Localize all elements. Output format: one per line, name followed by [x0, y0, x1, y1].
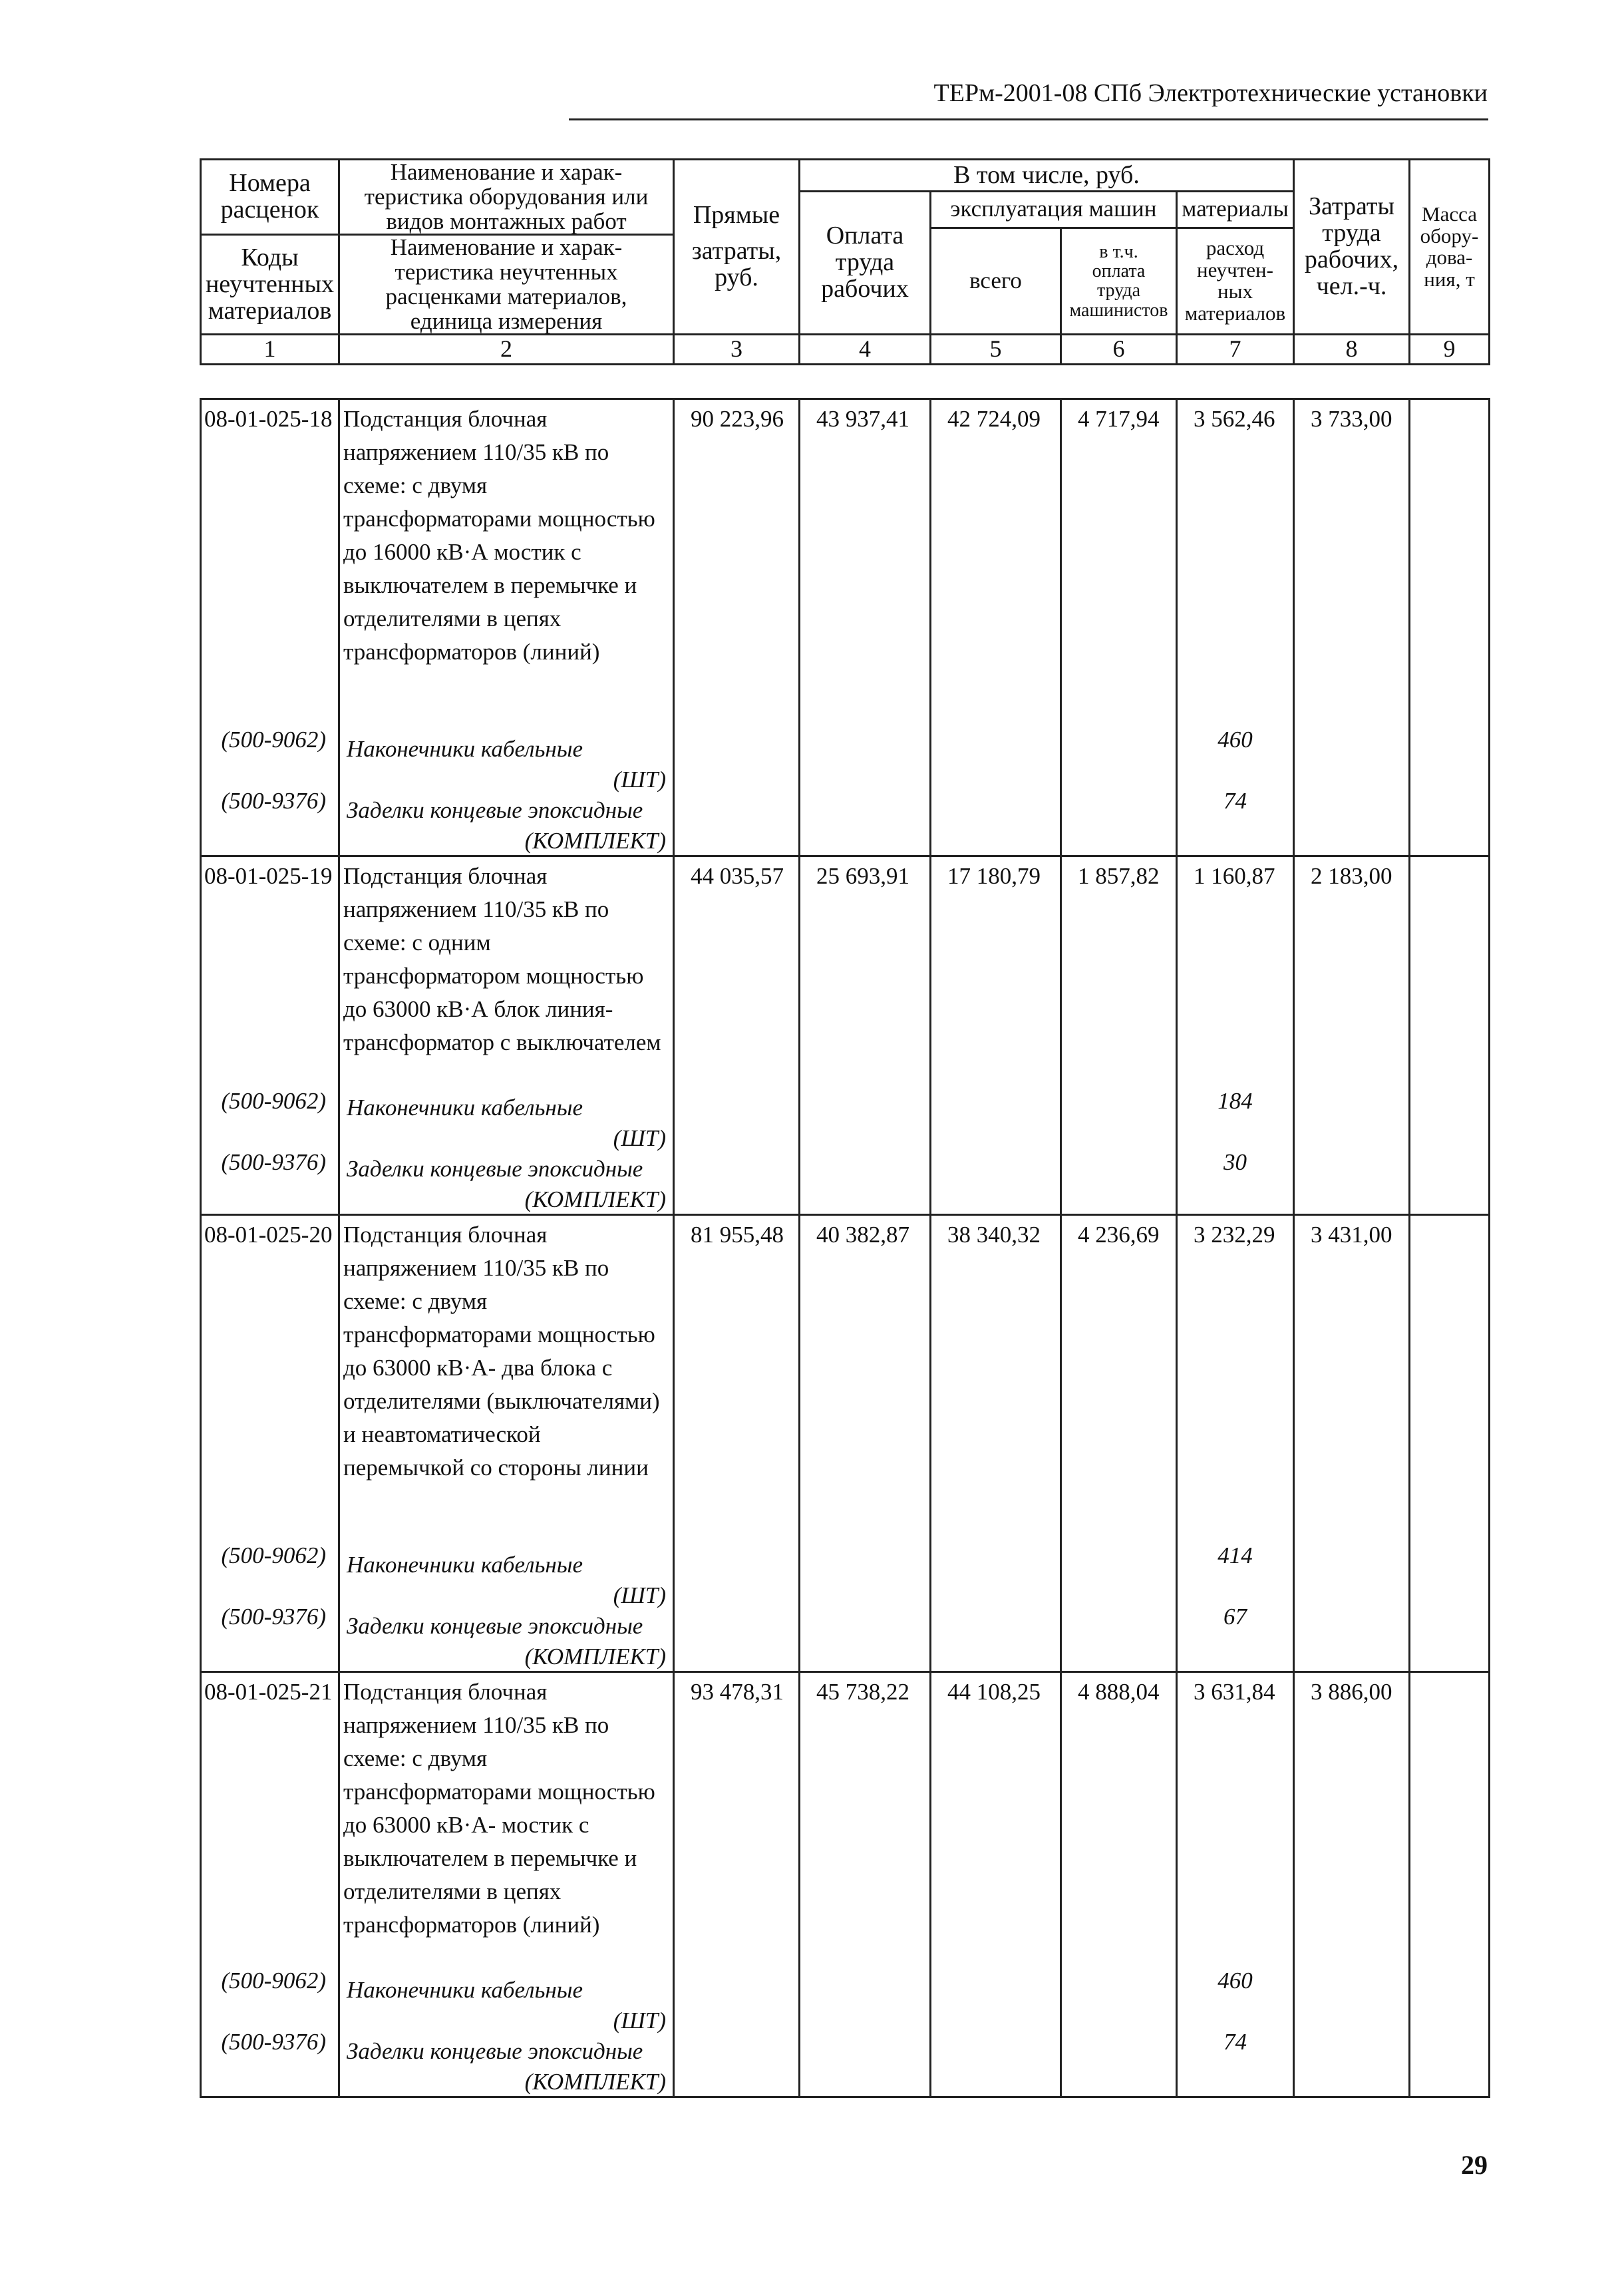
materials-cost-cell: [1177, 1672, 1294, 2097]
machines-cost: 38 340,32: [947, 1222, 1041, 1248]
operators-cost: 4 717,94: [1078, 406, 1160, 432]
labor-cost-cell: [800, 856, 931, 1215]
rate-name-line: напряжением 110/35 кВ по: [343, 1712, 609, 1738]
operators-cost-cell: [1061, 399, 1177, 856]
col2-top-header: Наименование и харак- теристика оборудования или видов монтажных работ: [339, 160, 674, 235]
rate-name-line: напряжением 110/35 кВ по: [343, 439, 609, 465]
including-header: В том числе, руб.: [800, 160, 1294, 192]
rate-name-line: и неавтоматической: [343, 1421, 541, 1447]
rate-name-line: до 63000 кВ·А- мостик с: [343, 1812, 589, 1838]
material-unit: (КОМПЛЕКТ): [524, 1644, 666, 1670]
material-quantity: 414: [1218, 1542, 1253, 1568]
rate-code: 08-01-025-19: [204, 863, 333, 889]
materials-cost-cell: [1177, 399, 1294, 856]
col-number: 1: [201, 335, 339, 365]
rate-name-line: схеме: с одним: [343, 930, 491, 956]
rate-name-line: перемычкой со стороны линии: [343, 1455, 649, 1481]
materials-cost: 3 631,84: [1194, 1679, 1275, 1705]
materials-header: материалы: [1177, 192, 1294, 228]
table-row: [201, 1215, 1490, 1672]
table-row: [201, 399, 1490, 856]
rate-code-cell: [201, 399, 339, 856]
rate-code: 08-01-025-21: [204, 1679, 333, 1705]
labor-cost: 40 382,87: [816, 1222, 909, 1248]
rate-name-line: трансформаторами мощностью: [343, 506, 655, 532]
rate-code-cell: [201, 856, 339, 1215]
materials-cost: 1 160,87: [1194, 863, 1275, 889]
equipment-mass-cell: [1410, 1215, 1490, 1672]
labor-cost-cell: [800, 1672, 931, 2097]
operators-cost-cell: [1061, 1672, 1177, 2097]
material-unit: (КОМПЛЕКТ): [524, 2069, 666, 2095]
materials-cost: 3 232,29: [1194, 1222, 1275, 1248]
material-name: Наконечники кабельные: [347, 736, 583, 762]
labor-hours: 3 886,00: [1311, 1679, 1392, 1705]
operators-cost: 4 236,69: [1078, 1222, 1160, 1248]
material-name: Наконечники кабельные: [347, 1095, 583, 1121]
machines-cost-cell: [931, 856, 1061, 1215]
material-name: Наконечники кабельные: [347, 1552, 583, 1578]
material-code: (500-9376): [221, 788, 326, 814]
rate-name-line: трансформатор с выключателем: [343, 1029, 661, 1055]
material-code: (500-9062): [221, 1542, 326, 1568]
col6-header: в т.ч. оплата труда машинистов: [1061, 228, 1177, 335]
direct-costs: 93 478,31: [691, 1679, 784, 1705]
machines-cost: 44 108,25: [947, 1679, 1041, 1705]
rate-name-line: до 63000 кВ·А- два блока с: [343, 1355, 613, 1381]
material-unit: (КОМПЛЕКТ): [524, 1186, 666, 1212]
material-code: (500-9376): [221, 1604, 326, 1630]
rate-name-line: выключателем в перемычке и: [343, 1845, 637, 1871]
material-code: (500-9062): [221, 727, 326, 753]
materials-cost-cell: [1177, 1215, 1294, 1672]
rate-name-line: отделителями в цепях: [343, 606, 562, 631]
table-row: [201, 1672, 1490, 2097]
rate-code: 08-01-025-18: [204, 406, 333, 432]
col-number: 9: [1410, 335, 1490, 365]
material-quantity: 74: [1223, 2029, 1247, 2055]
rate-name-line: трансформаторами мощностью: [343, 1779, 655, 1805]
labor-cost: 25 693,91: [816, 863, 909, 889]
direct-costs: 90 223,96: [691, 406, 784, 432]
labor-hours-cell: [1294, 1672, 1410, 2097]
operators-cost-cell: [1061, 856, 1177, 1215]
col-number: 3: [674, 335, 800, 365]
machines-cost: 17 180,79: [947, 863, 1041, 889]
rate-name-line: до 63000 кВ·А блок линия-: [343, 996, 613, 1022]
rate-code-cell: [201, 1215, 339, 1672]
material-code: (500-9062): [221, 1968, 326, 1994]
material-unit: (ШТ): [613, 767, 666, 792]
rate-name-line: схеме: с двумя: [343, 472, 488, 498]
labor-cost-cell: [800, 1215, 931, 1672]
rate-name-line: Подстанция блочная: [343, 1222, 548, 1248]
rate-name-cell: [339, 399, 674, 856]
operators-cost: 1 857,82: [1078, 863, 1160, 889]
machines-cost-cell: [931, 399, 1061, 856]
rate-name-line: напряжением 110/35 кВ по: [343, 896, 609, 922]
material-unit: (ШТ): [613, 1125, 666, 1151]
rate-name-line: напряжением 110/35 кВ по: [343, 1255, 609, 1281]
materials-cost: 3 562,46: [1194, 406, 1275, 432]
page-header-title: ТЕРм-2001-08 СПб Электротехнические установки: [933, 79, 1488, 107]
labor-hours-cell: [1294, 399, 1410, 856]
labor-hours-cell: [1294, 1215, 1410, 1672]
material-name: Заделки концевые эпоксидные: [347, 1156, 643, 1182]
material-quantity: 460: [1218, 727, 1253, 753]
table-row: [201, 856, 1490, 1215]
labor-cost-cell: [800, 399, 931, 856]
labor-hours-cell: [1294, 856, 1410, 1215]
rate-name-line: трансформаторов (линий): [343, 1912, 600, 1938]
rate-code: 08-01-025-20: [204, 1222, 333, 1248]
rate-code-cell: [201, 1672, 339, 2097]
material-quantity: 67: [1223, 1604, 1247, 1630]
col2-bottom-header: Наименование и харак- теристика неучтенных расценками материалов, единица измерения: [339, 235, 674, 335]
labor-hours: 3 733,00: [1311, 406, 1392, 432]
rate-name-line: трансформатором мощностью: [343, 963, 644, 989]
rate-name-line: до 16000 кВ·А мостик с: [343, 539, 581, 565]
material-quantity: 184: [1218, 1088, 1253, 1114]
rate-name-line: отделителями (выключателями): [343, 1388, 660, 1414]
page-number: 29: [1461, 2150, 1488, 2180]
rate-name-line: выключателем в перемычке и: [343, 572, 637, 598]
rate-name-line: трансформаторами мощностью: [343, 1321, 655, 1347]
material-quantity: 30: [1223, 1149, 1247, 1175]
materials-cost-cell: [1177, 856, 1294, 1215]
material-code: (500-9376): [221, 2029, 326, 2055]
material-name: Заделки концевые эпоксидные: [347, 2038, 643, 2064]
direct-costs: 81 955,48: [691, 1222, 784, 1248]
col-number: 2: [339, 335, 674, 365]
material-name: Заделки концевые эпоксидные: [347, 797, 643, 823]
header-rule: [569, 118, 1488, 120]
direct-costs-cell: [674, 1215, 800, 1672]
col3-header: Прямые затраты, руб.: [674, 160, 800, 335]
direct-costs-cell: [674, 399, 800, 856]
rate-name-line: схеме: с двумя: [343, 1745, 488, 1771]
equipment-mass-cell: [1410, 399, 1490, 856]
material-code: (500-9062): [221, 1088, 326, 1114]
material-unit: (ШТ): [613, 2008, 666, 2033]
labor-hours: 2 183,00: [1311, 863, 1392, 889]
rates-table: [200, 398, 1490, 2098]
col5-header: всего: [931, 228, 1061, 335]
material-unit: (КОМПЛЕКТ): [524, 828, 666, 854]
equipment-mass-cell: [1410, 1672, 1490, 2097]
equipment-mass-cell: [1410, 856, 1490, 1215]
col7-header: расход неучтен- ных материалов: [1177, 228, 1294, 335]
rate-name-cell: [339, 1215, 674, 1672]
direct-costs-cell: [674, 1672, 800, 2097]
material-code: (500-9376): [221, 1149, 326, 1175]
rate-name-cell: [339, 1672, 674, 2097]
rates-body: [201, 399, 1490, 2097]
material-quantity: 460: [1218, 1968, 1253, 1994]
col-number: 7: [1177, 335, 1294, 365]
rate-name-line: отделителями в цепях: [343, 1878, 562, 1904]
machines-cost-cell: [931, 1215, 1061, 1672]
machines-header: эксплуатация машин: [931, 192, 1177, 228]
col-number: 4: [800, 335, 931, 365]
machines-cost: 42 724,09: [947, 406, 1041, 432]
col9-header: Масса обору- дова- ния, т: [1410, 160, 1490, 335]
material-unit: (ШТ): [613, 1582, 666, 1608]
operators-cost: 4 888,04: [1078, 1679, 1160, 1705]
col-number: 5: [931, 335, 1061, 365]
rate-name-line: Подстанция блочная: [343, 1679, 548, 1705]
rate-name-line: Подстанция блочная: [343, 406, 548, 432]
labor-cost: 45 738,22: [816, 1679, 909, 1705]
col1-bottom-header: Коды неучтенных материалов: [201, 235, 339, 335]
machines-cost-cell: [931, 1672, 1061, 2097]
table-header: [200, 158, 1490, 365]
col-number: 6: [1061, 335, 1177, 365]
col8-header: Затраты труда рабочих, чел.-ч.: [1294, 160, 1410, 335]
labor-cost: 43 937,41: [816, 406, 909, 432]
direct-costs-cell: [674, 856, 800, 1215]
material-name: Заделки концевые эпоксидные: [347, 1613, 643, 1639]
labor-hours: 3 431,00: [1311, 1222, 1392, 1248]
rate-name-line: трансформаторов (линий): [343, 639, 600, 665]
direct-costs: 44 035,57: [691, 863, 784, 889]
rate-name-line: схеме: с двумя: [343, 1288, 488, 1314]
col4-header: Оплата труда рабочих: [800, 192, 931, 335]
rate-name-cell: [339, 856, 674, 1215]
operators-cost-cell: [1061, 1215, 1177, 1672]
rate-name-line: Подстанция блочная: [343, 863, 548, 889]
material-name: Наконечники кабельные: [347, 1977, 583, 2003]
material-quantity: 74: [1223, 788, 1247, 814]
col-number: 8: [1294, 335, 1410, 365]
col1-top-header: Номера расценок: [201, 160, 339, 235]
